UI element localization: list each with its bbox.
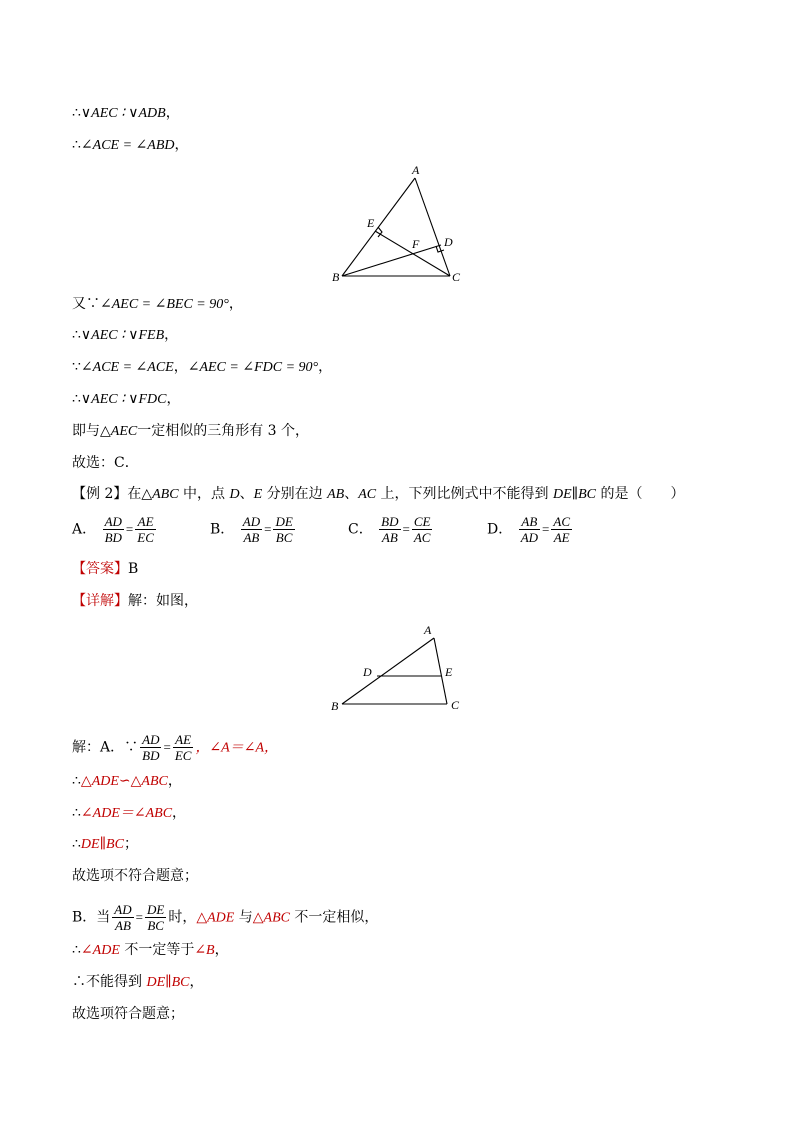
line-similar-aec-fdc bbox=[72, 389, 181, 410]
detail-label: 【详解】 bbox=[72, 593, 128, 609]
answer-label: 【答案】 bbox=[72, 561, 128, 577]
triangle-figure-1 bbox=[326, 160, 476, 288]
answer-value: B bbox=[128, 561, 139, 577]
solution-a-conclusion bbox=[72, 866, 198, 886]
label-f: F bbox=[412, 237, 420, 251]
therefore-symbol: ∴ bbox=[72, 137, 81, 153]
option-letter: D． bbox=[487, 521, 513, 538]
math-expression: ∠ACE = ∠ACE bbox=[80, 360, 174, 375]
solution-b-not-parallel bbox=[72, 972, 203, 993]
text-segment: 在 bbox=[127, 486, 142, 502]
fraction bbox=[241, 514, 262, 545]
text-segment: 故选项符合题意； bbox=[72, 1006, 184, 1022]
because-symbol: ∵ bbox=[72, 359, 81, 375]
math-expression: ∨AEC ∶ ∨ADB bbox=[80, 106, 166, 121]
math-expression: ，∠A＝∠A， bbox=[195, 740, 279, 756]
math-expression: DE∥BC bbox=[80, 837, 124, 852]
denominator: EC bbox=[137, 530, 154, 545]
fraction bbox=[551, 514, 572, 545]
text-segment: 分别在边 bbox=[262, 486, 328, 502]
denominator: AB bbox=[381, 530, 398, 545]
label-b: B bbox=[332, 270, 340, 284]
equals-sign: = bbox=[125, 521, 134, 537]
math-expression: ∠ADE＝∠ABC bbox=[80, 806, 173, 821]
label-d: D bbox=[363, 665, 372, 679]
line-angle-equalities bbox=[72, 357, 332, 378]
text-segment: 上，下列比例式中不能得到 bbox=[376, 486, 553, 502]
math-expression: △ABC bbox=[141, 487, 179, 502]
denominator: AB bbox=[115, 918, 131, 933]
fraction bbox=[412, 514, 433, 545]
fraction bbox=[103, 514, 124, 545]
line-angle-ace-abd bbox=[72, 135, 189, 156]
math-expression: AB bbox=[327, 487, 345, 502]
punctuation: ； bbox=[123, 836, 138, 852]
numerator: DE bbox=[275, 514, 293, 529]
math-expression: ∠AEC = ∠BEC = 90° bbox=[100, 297, 229, 312]
label-e: E bbox=[367, 216, 375, 230]
therefore-symbol: ∴ bbox=[72, 327, 81, 343]
line-count-similar bbox=[72, 421, 309, 442]
fraction bbox=[145, 902, 166, 933]
text-segment: 的是（ ） bbox=[596, 486, 685, 502]
math-expression: ∠ADE bbox=[80, 943, 120, 958]
example-label: 【例 2】 bbox=[72, 486, 128, 502]
denominator: AC bbox=[413, 530, 431, 545]
punctuation: ， bbox=[173, 359, 188, 375]
answer-line bbox=[72, 559, 138, 579]
solution-b-condition bbox=[72, 902, 378, 933]
math-expression: ∠ACE = ∠ABD bbox=[80, 138, 175, 153]
math-expression: DE∥BC bbox=[146, 975, 190, 990]
label-a: A bbox=[412, 163, 420, 177]
denominator: AD bbox=[520, 530, 539, 545]
equals-sign: = bbox=[542, 521, 550, 537]
right-angle-e bbox=[378, 227, 382, 237]
label-b: B bbox=[331, 699, 339, 713]
line-similar-aec-adb bbox=[72, 103, 180, 124]
text-segment: 一定相似的三角形有 3 个， bbox=[137, 423, 310, 439]
fraction bbox=[519, 514, 540, 545]
therefore-symbol: ∴ bbox=[72, 105, 81, 121]
solution-a-parallel bbox=[72, 834, 138, 855]
option-c bbox=[348, 514, 434, 545]
fraction bbox=[112, 902, 133, 933]
therefore-symbol: ∴ bbox=[72, 391, 81, 407]
numerator: DE bbox=[146, 902, 165, 917]
equals-sign: = bbox=[264, 521, 272, 537]
therefore-symbol: ∴ bbox=[72, 773, 81, 789]
punctuation: ， bbox=[167, 773, 182, 789]
solution-b-angle bbox=[72, 940, 229, 961]
therefore-symbol: ∴ bbox=[72, 805, 81, 821]
solution-a-angles bbox=[72, 803, 186, 824]
denominator: BC bbox=[275, 530, 293, 545]
line-right-angles bbox=[72, 294, 243, 315]
line-choose-c bbox=[72, 453, 139, 473]
math-expression: E bbox=[253, 487, 263, 502]
fraction bbox=[135, 514, 156, 545]
fraction bbox=[140, 732, 161, 763]
punctuation: ， bbox=[318, 359, 333, 375]
detail-line bbox=[72, 591, 198, 611]
numerator: AD bbox=[142, 732, 160, 747]
math-expression: ∠B bbox=[194, 943, 215, 958]
text-segment: 、 bbox=[344, 486, 359, 502]
denominator: BC bbox=[147, 918, 164, 933]
equals-sign: = bbox=[135, 909, 143, 925]
option-letter: B． bbox=[210, 521, 235, 538]
text-segment: 解：如图， bbox=[128, 593, 198, 609]
label-e: E bbox=[445, 665, 453, 679]
solution-b-conclusion bbox=[72, 1004, 184, 1024]
therefore-symbol: ∴ bbox=[72, 942, 81, 958]
punctuation: ， bbox=[164, 327, 179, 343]
text-segment: 故选：C． bbox=[72, 455, 139, 471]
label-d: D bbox=[444, 235, 453, 249]
math-expression: △ADE bbox=[196, 910, 235, 926]
side-ac bbox=[415, 178, 450, 276]
math-expression: △ADE∽△ABC bbox=[80, 774, 168, 789]
equals-sign: = bbox=[402, 521, 410, 537]
text-segment: B．当 bbox=[72, 909, 111, 926]
math-expression: △ABC bbox=[252, 910, 290, 926]
denominator: BD bbox=[104, 530, 122, 545]
punctuation: ， bbox=[165, 105, 180, 121]
option-letter: A． bbox=[72, 521, 97, 538]
numerator: AE bbox=[135, 514, 156, 530]
numerator: AD bbox=[242, 514, 261, 529]
numerator: AD bbox=[114, 902, 132, 917]
numerator: CE bbox=[413, 514, 431, 529]
math-expression: ∨AEC ∶ ∨FEB bbox=[80, 328, 165, 343]
denominator: AB bbox=[243, 530, 260, 545]
option-d bbox=[487, 514, 574, 545]
label-a: A bbox=[424, 623, 432, 637]
punctuation: ， bbox=[174, 137, 189, 153]
solution-a-similar bbox=[72, 771, 182, 792]
math-expression: ∨AEC ∶ ∨FDC bbox=[80, 392, 167, 407]
fraction bbox=[273, 514, 294, 545]
side-ab bbox=[342, 638, 434, 704]
line-similar-aec-feb bbox=[72, 325, 178, 346]
punctuation: ， bbox=[189, 974, 204, 990]
math-expression: △AEC bbox=[100, 424, 138, 439]
numerator: BD bbox=[381, 514, 399, 529]
punctuation: ， bbox=[228, 296, 243, 312]
punctuation: ， bbox=[214, 942, 229, 958]
text-segment: 不一定等于 bbox=[119, 942, 195, 958]
punctuation: ， bbox=[166, 391, 181, 407]
text-segment: 与 bbox=[234, 909, 253, 926]
text-segment: 中，点 bbox=[178, 486, 230, 502]
numerator: AD bbox=[104, 514, 122, 529]
label-c: C bbox=[452, 270, 461, 284]
math-expression: DE∥BC bbox=[552, 487, 597, 502]
option-b bbox=[210, 514, 297, 545]
denominator: AE bbox=[553, 530, 570, 545]
text-segment: ∴不能得到 bbox=[72, 974, 147, 990]
altitude-bd bbox=[342, 245, 441, 276]
therefore-symbol: ∴ bbox=[72, 836, 81, 852]
numerator: AC bbox=[553, 514, 570, 529]
denominator: EC bbox=[174, 748, 192, 763]
math-expression: D bbox=[229, 487, 240, 502]
solution-a-condition bbox=[72, 732, 278, 763]
denominator: BD bbox=[142, 748, 160, 763]
text-segment: 时， bbox=[168, 909, 197, 926]
numerator: AB bbox=[519, 514, 540, 530]
because-prefix: 又∵ bbox=[72, 296, 100, 312]
numerator: AE bbox=[173, 732, 194, 748]
text-segment: 即与 bbox=[72, 423, 100, 439]
label-c: C bbox=[451, 698, 460, 712]
text-segment: 、 bbox=[239, 486, 254, 502]
punctuation: ， bbox=[172, 805, 187, 821]
fraction bbox=[379, 514, 400, 545]
triangle-figure-2 bbox=[322, 620, 472, 718]
math-expression: AC bbox=[358, 487, 377, 502]
text-segment: 解：A．∵ bbox=[72, 739, 139, 756]
option-a bbox=[72, 514, 158, 545]
example-2-question bbox=[72, 484, 684, 505]
text-segment: 不一定相似， bbox=[289, 909, 379, 926]
text-segment: 故选项不符合题意； bbox=[72, 868, 198, 884]
math-expression: ∠AEC = ∠FDC = 90° bbox=[187, 360, 319, 375]
fraction bbox=[173, 732, 194, 763]
option-letter: C． bbox=[348, 521, 373, 538]
equals-sign: = bbox=[163, 739, 171, 755]
